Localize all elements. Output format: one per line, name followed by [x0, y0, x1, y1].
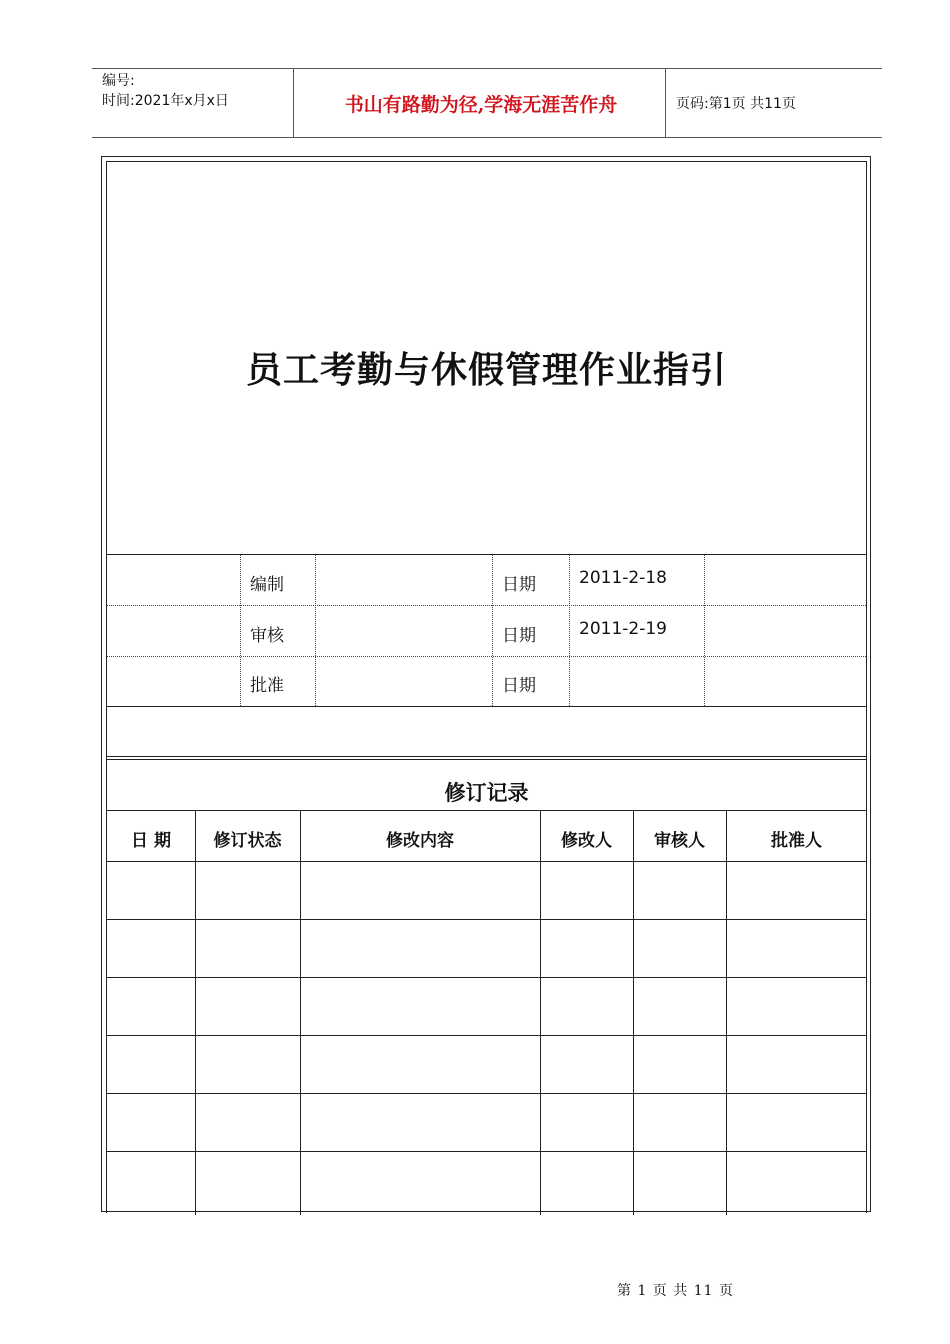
revision-row-line	[107, 977, 866, 978]
header-motto: 书山有路勤为径,学海无涯苦作舟	[344, 93, 618, 116]
approval-bottom-border	[107, 706, 866, 707]
approval-role-approve: 批准	[250, 676, 284, 696]
approval-top-border	[107, 554, 866, 555]
approval-role-review: 审核	[250, 626, 284, 646]
document-frame	[101, 156, 871, 1212]
approval-date-label: 日期	[502, 626, 536, 646]
revision-row-line	[107, 919, 866, 920]
approval-date-value: 2011-2-18	[579, 568, 667, 588]
section-double-line	[107, 759, 866, 760]
revision-row-line	[107, 1035, 866, 1036]
approval-row-divider	[107, 656, 866, 657]
page-footer: 第 1 页 共 11 页	[617, 1283, 734, 1299]
revision-col-modifier: 修改人	[561, 831, 612, 851]
revision-col-status: 修订状态	[213, 831, 282, 851]
document-time-label: 时间:2021年x月x日	[102, 93, 229, 109]
header-left	[102, 71, 229, 111]
revision-col-divider	[300, 810, 301, 1215]
revision-header-top	[107, 810, 866, 811]
approval-col-divider	[569, 555, 570, 706]
revision-row-line	[107, 1093, 866, 1094]
revision-record-title: 修订记录	[444, 781, 529, 805]
revision-col-divider	[540, 810, 541, 1215]
revision-col-approver: 批准人	[771, 831, 822, 851]
approval-date-label: 日期	[502, 575, 536, 595]
revision-col-divider	[726, 810, 727, 1215]
document-number-label: 编号:	[102, 73, 135, 89]
document-title: 员工考勤与休假管理作业指引	[245, 350, 727, 391]
revision-col-reviewer: 审核人	[654, 831, 705, 851]
revision-row-line	[107, 861, 866, 862]
approval-row-divider	[107, 605, 866, 606]
section-double-line	[107, 756, 866, 757]
page-header	[92, 68, 882, 138]
header-divider	[665, 69, 666, 137]
revision-col-divider	[195, 810, 196, 1215]
revision-col-date: 日 期	[131, 831, 171, 851]
header-divider	[293, 69, 294, 137]
approval-date-value: 2011-2-19	[579, 619, 667, 639]
approval-col-divider	[240, 555, 241, 706]
approval-col-divider	[704, 555, 705, 706]
approval-role-compile: 编制	[250, 575, 284, 595]
revision-col-divider	[633, 810, 634, 1215]
header-page-info: 页码:第1页 共11页	[676, 96, 796, 112]
approval-date-label: 日期	[502, 676, 536, 696]
document-inner-frame	[106, 161, 867, 1213]
revision-row-line	[107, 1151, 866, 1152]
approval-col-divider	[315, 555, 316, 706]
revision-col-content: 修改内容	[386, 831, 454, 851]
approval-col-divider	[492, 555, 493, 706]
